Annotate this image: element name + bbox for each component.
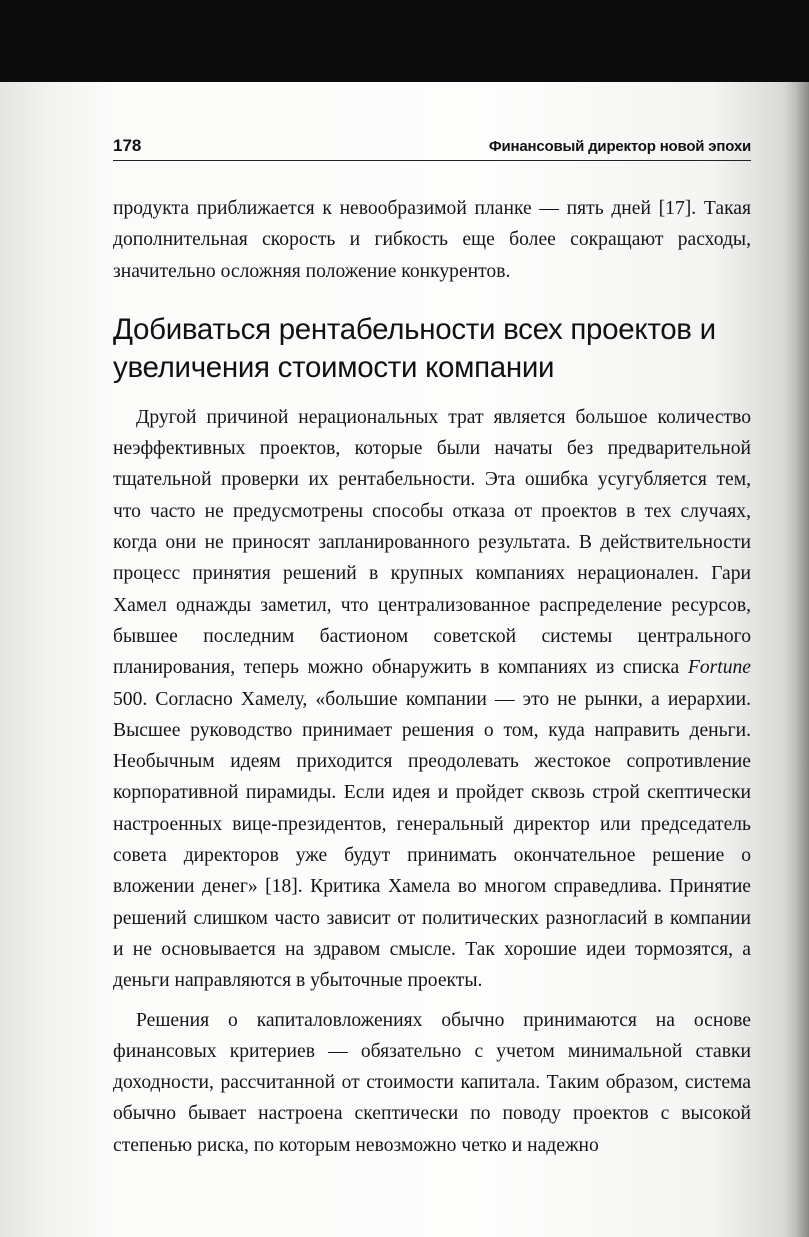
page-number: 178	[113, 136, 142, 155]
running-header	[113, 132, 751, 161]
paragraph-irrational-spending	[113, 402, 751, 997]
section-heading: Добиваться рентабельности всех проектов и увеличения стоимости компании	[113, 312, 716, 384]
page-body	[113, 193, 751, 1161]
running-title: Финансовый директор новой эпохи	[488, 138, 751, 155]
paragraph-text-after-journal: 500. Согласно Хамелу, «большие компании — это не рынки, а иерархии. Высшее руководство принимает решения о том, куда направить деньги. Необычным идеям приходится преодолевать жестокое сопротивление корпоративной пирамиды. Если идея и пройдет сквозь строй скептически настроенных вице-президентов, генеральный директор или председатель совета директоров уже будут принимать окончательное решение о вложении денег» [18]. Критика Хамела во многом справедлива. Принятие решений слишком часто зависит от политических разногласий в компании и не основывается на здравом смысле. Так хорошие идеи тормозятся, а деньги направляются в убыточные проекты.	[113, 688, 751, 992]
page-gutter-shadow	[783, 82, 809, 1237]
scan-top-shadow	[0, 0, 809, 82]
paragraph-text-before-journal: Другой причиной нерациональных трат является большое количество неэффективных проектов, которые были начаты без предварительной тщательной проверки их рентабельности. Эта ошибка усугубляется тем, что часто не предусмотрены способы отказа от проектов в тех случаях, когда они не приносят запланированного результата. В действительности процесс принятия решений в крупных компаниях нерационален. Гари Хамел однажды заметил, что централизованное распределение ресурсов, бывшее последним бастионом советской системы центрального планирования, теперь можно обнаружить в компаниях из списка	[113, 406, 751, 679]
paragraph-continued: продукта приближается к невообразимой планке — пять дней [17]. Такая дополнительная скорость и гибкость еще более сокращают расходы, значительно осложняя положение конкурентов.	[113, 198, 751, 282]
paragraph-capital-investment: Решения о капиталовложениях обычно принимаются на основе финансовых критериев — обязательно с учетом минимальной ставки доходности, рассчитанной от стоимости капитала. Таким образом, система обычно бывает настроена скептически по поводу проектов с высокой степенью риска, по которым невозможно четко и надежно	[113, 1009, 751, 1156]
journal-name: Fortune	[687, 657, 751, 679]
